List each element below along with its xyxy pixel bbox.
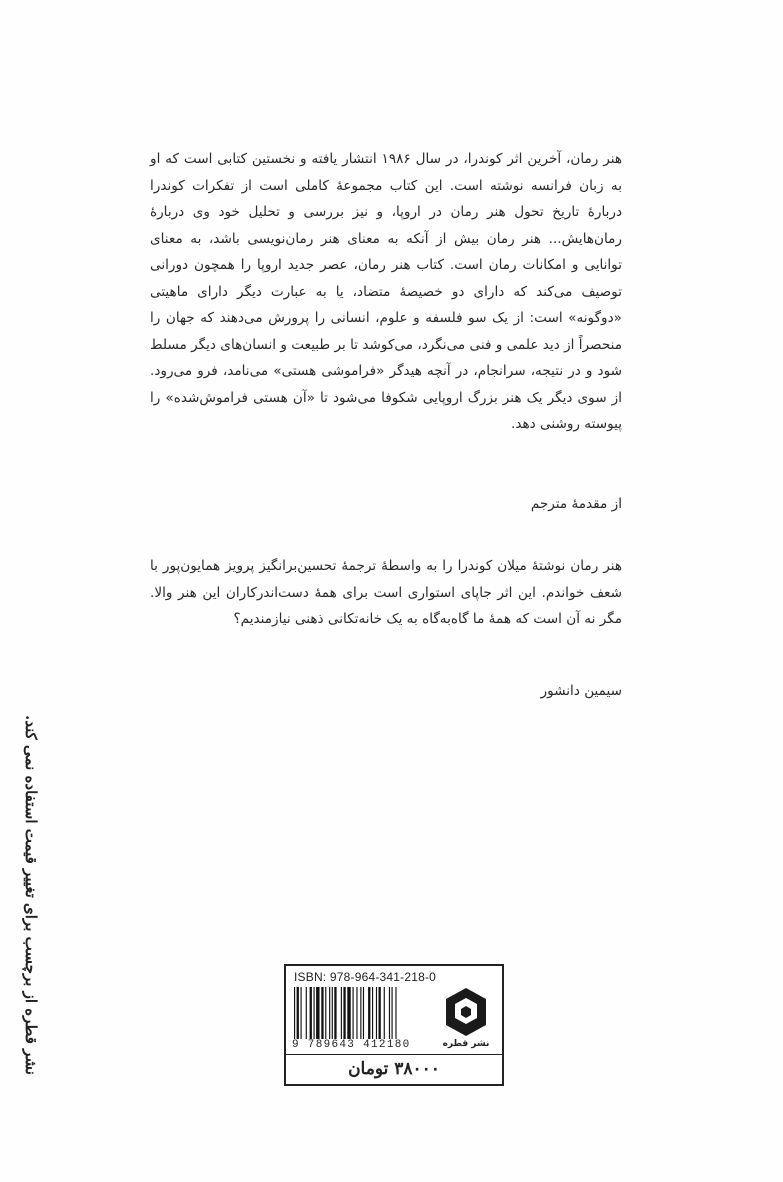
isbn-label: ISBN: 978-964-341-218-0 [294, 970, 437, 984]
endorsement-signature: سیمین دانشور [540, 683, 622, 699]
barcode-icon [294, 987, 434, 1039]
price-label: ۳۸۰۰۰ تومان [286, 1054, 502, 1083]
endorsement-paragraph: هنر رمان نوشتهٔ میلان کوندرا را به واسطهٔ ترجمهٔ تحسین‌برانگیز پرویز همایون‌پور با شعف خواندم. این اثر جاپای استواری است برای همهٔ دست‌اندرکاران این هنر والا. مگر نه آن است که همهٔ ما گاه‌به‌گاه به یک خانه‌تکانی ذهنی نیازمندیم؟ [150, 558, 622, 627]
publisher-logo-icon [444, 986, 488, 1040]
price-sticker-note: نشر قطره از برچسب برای تغییر قیمت استفاده نمی کند. [22, 715, 40, 1075]
barcode-price-box [284, 964, 504, 1086]
intro-paragraph: هنر رمان، آخرین اثر کوندرا، در سال ۱۹۸۶ انتشار یافته و نخستین کتابی است که او به زبان فرانسه نوشته است. این کتاب مجموعهٔ کاملی است از تفکرات کوندرا دربارهٔ تاریخ تحول هنر رمان در اروپا، و نیز بررسی و تحلیل خود وی دربارهٔ رمان‌هایش... هنر رمان بیش از آنکه به معنای هنر رمان‌نویسی باشد، به معنای توانایی و امکانات رمان است. کتاب هنر رمان، عصر جدید اروپا را همچون دورانی توصیف می‌کند که دارای دو خصیصهٔ متضاد، یا به عبارت دیگر دارای ماهیتی «دوگونه» است: از یک سو فلسفه و علوم، انسانی را پرورش می‌دهند که جهان را منحصراً از دید علمی و فنی می‌نگرد، می‌کوشد تا بر طبیعت و انسان‌های دیگر مسلط شود و در نتیجه، سرانجام، در آنچه هیدگر «فراموشی هستی» می‌نامد، فرو می‌رود. از سوی دیگر یک هنر بزرگ اروپایی شکوفا می‌شود تا «آن هستی فراموش‌شده» را پیوسته روشنی دهد. [150, 151, 623, 432]
barcode-digits: 9 789643 412180 [292, 1039, 411, 1051]
publisher-logo-text: نشر قطره [442, 1039, 490, 1049]
translator-intro-signature: از مقدمهٔ مترجم [530, 496, 622, 512]
